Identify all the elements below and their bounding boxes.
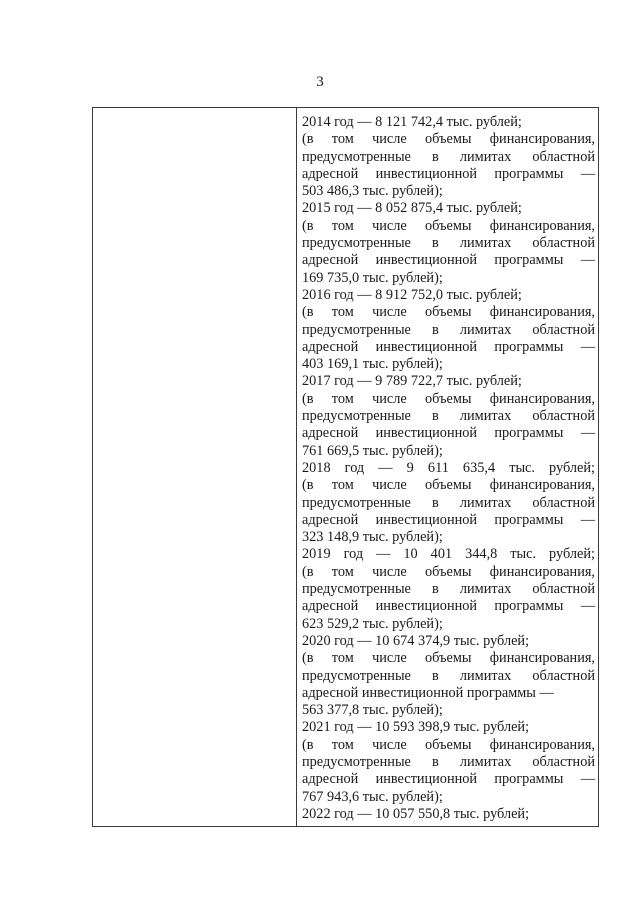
text-line: (в том числе объемы финансирования, — [302, 304, 595, 321]
text-line: адресной инвестиционной программы — — [302, 771, 595, 788]
text-line: 2014 год — 8 121 742,4 тыс. рублей; — [302, 114, 522, 130]
text-line: 563 377,8 тыс. рублей); — [302, 702, 443, 719]
text-line: (в том числе объемы финансирования, — [302, 217, 595, 234]
table-right-cell — [297, 108, 598, 826]
text-line: предусмотренные в лимитах областной — [302, 494, 595, 511]
text-line: предусмотренные в лимитах областной — [302, 667, 595, 684]
text-line: предусмотренные в лимитах областной — [302, 581, 595, 598]
text-line: 169 735,0 тыс. рублей); — [302, 269, 443, 286]
text-line: адресной инвестиционной программы — — [302, 338, 595, 355]
text-line: (в том числе объемы финансирования, — [302, 736, 595, 753]
funding-table — [92, 107, 599, 827]
text-line: 2020 год — 10 674 374,9 тыс. рублей; — [302, 632, 530, 649]
text-line: адресной инвестиционной программы — — [302, 511, 595, 528]
text-line: (в том числе объемы финансирования, — [302, 131, 595, 148]
text-line: 2021 год — 10 593 398,9 тыс. рублей; — [302, 719, 530, 736]
text-line: предусмотренные в лимитах областной — [302, 235, 595, 252]
text-line: адресной инвестиционной программы — — [302, 684, 554, 701]
text-line: 761 669,5 тыс. рублей); — [302, 442, 443, 459]
text-line: 2015 год — 8 052 875,4 тыс. рублей; — [302, 200, 522, 217]
text-line: предусмотренные в лимитах областной — [302, 408, 595, 425]
text-line: 323 148,9 тыс. рублей); — [302, 529, 443, 546]
text-line: адресной инвестиционной программы — — [302, 598, 595, 615]
text-line: 767 943,6 тыс. рублей); — [302, 788, 443, 805]
text-line: адресной инвестиционной программы — — [302, 165, 595, 182]
text-line: предусмотренные в лимитах областной — [302, 148, 595, 165]
text-line: 2019 год — 10 401 344,8 тыс. рублей; — [302, 546, 595, 563]
text-line: 623 529,2 тыс. рублей); — [302, 615, 443, 632]
text-line: 2016 год — 8 912 752,0 тыс. рублей; — [302, 286, 522, 303]
text-line: 2022 год — 10 057 550,8 тыс. рублей; — [302, 805, 530, 822]
text-line: (в том числе объемы финансирования, — [302, 563, 595, 580]
text-line: 2017 год — 9 789 722,7 тыс. рублей; — [302, 373, 522, 390]
text-line: (в том числе объемы финансирования, — [302, 477, 595, 494]
text-line: 2018 год — 9 611 635,4 тыс. рублей; — [302, 459, 595, 476]
text-line: адресной инвестиционной программы — — [302, 425, 595, 442]
text-line: 403 169,1 тыс. рублей); — [302, 356, 443, 373]
text-line: предусмотренные в лимитах областной — [302, 321, 595, 338]
table-left-cell — [93, 108, 297, 826]
text-line: (в том числе объемы финансирования, — [302, 650, 595, 667]
text-line: адресной инвестиционной программы — — [302, 252, 595, 269]
page-number: 3 — [316, 74, 324, 90]
text-line: предусмотренные в лимитах областной — [302, 753, 595, 770]
text-line: (в том числе объемы финансирования, — [302, 390, 595, 407]
text-line: 503 486,3 тыс. рублей); — [302, 183, 443, 200]
